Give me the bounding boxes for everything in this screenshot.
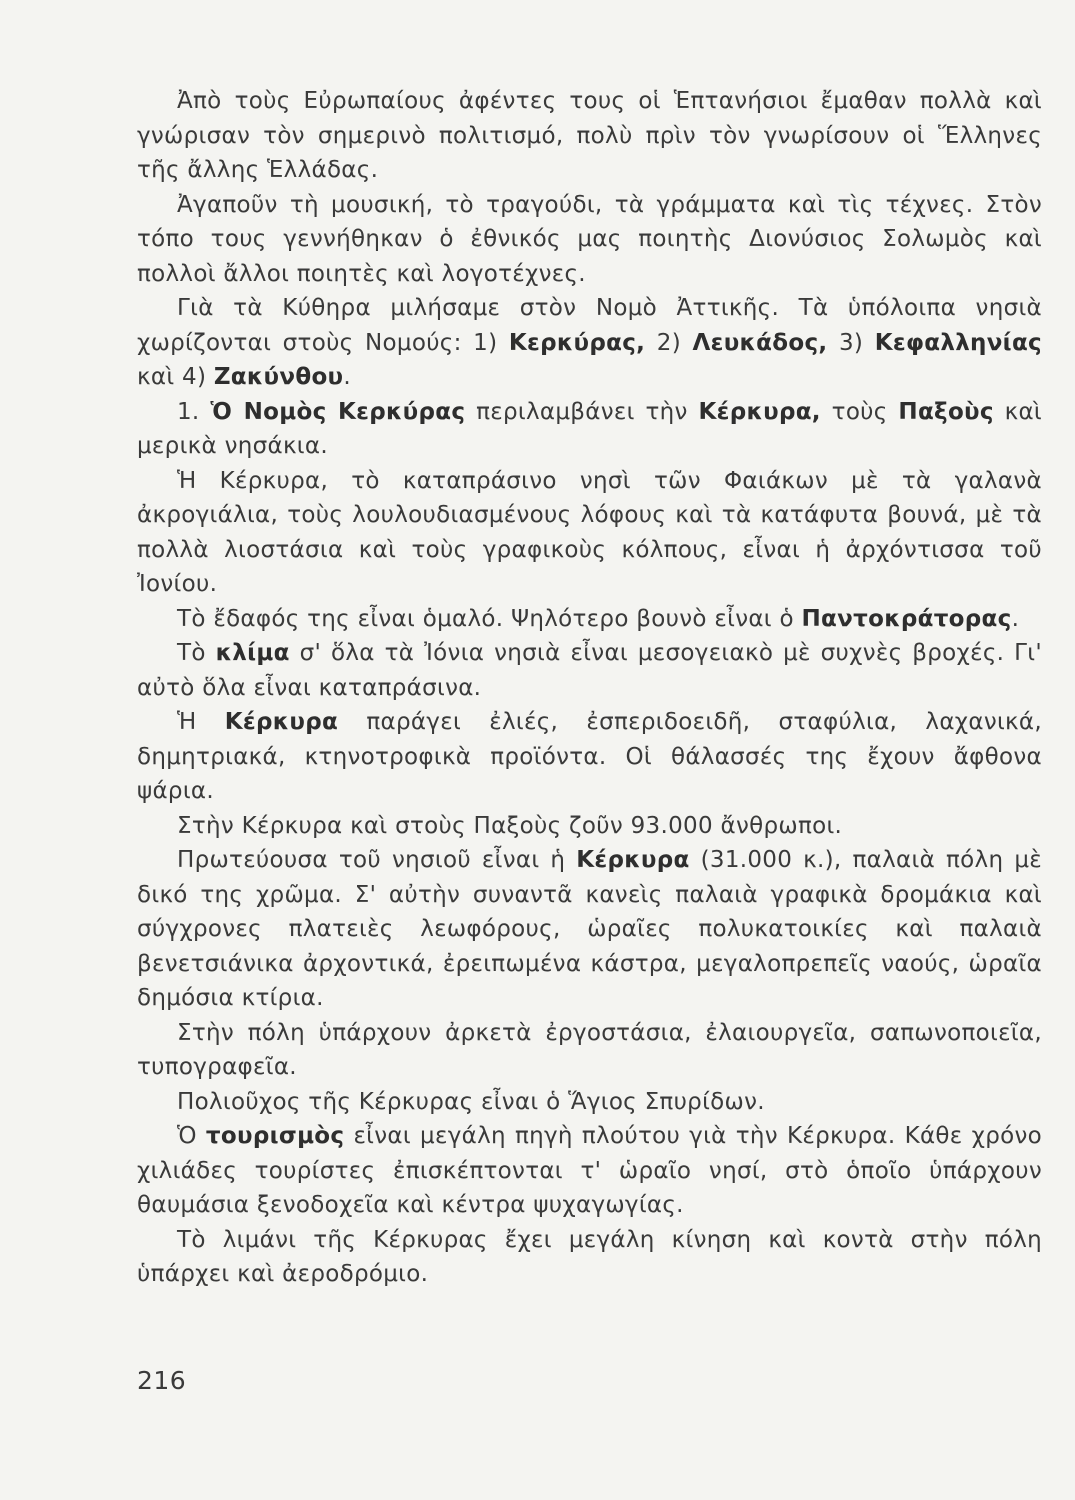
paragraph — [137, 602, 1042, 637]
paragraph — [137, 636, 1042, 705]
page-number: 216 — [137, 1366, 187, 1395]
bold-term: τουρισμὸς — [205, 1123, 345, 1149]
paragraph — [137, 809, 1042, 844]
text-run: (31.000 κ.), παλαιὰ πόλη μὲ δικό της χρῶμα. Σ' αὐτὴν συναντᾶ κανεὶς παλαιὰ γραφικὰ δρομάκια καὶ σύγχρονες πλατειὲς λεωφόρους, ὡραῖες πολυκατοικίες καὶ παλαιὰ βενετσιάνικα ἀρχοντικά, ἐρειπωμένα κάστρα, μεγαλοπρεπεῖς ναούς, ὡραῖα δημόσια κτίρια. — [137, 847, 1042, 1011]
bold-term: Κερκύρας, — [508, 329, 646, 356]
text-run: Γιὰ τὰ Κύθηρα μιλήσαμε στὸν Νομὸ Ἀττικῆς. Τὰ ὑπόλοιπα νησιὰ χωρίζονται στοὺς Νομούς: 1) — [137, 295, 1042, 356]
text-run: τοὺς — [820, 398, 899, 425]
paragraph — [137, 1085, 1042, 1120]
bold-term: Ζακύνθου — [213, 364, 344, 390]
text-run: 3) — [827, 329, 875, 356]
text-run: παράγει ἐλιές, ἐσπεριδοειδῆ, σταφύλια, λαχανικά, δημητριακά, κτηνοτροφικὰ προϊόντα. Οἱ θάλασσές της ἔχουν ἄφθονα ψάρια. — [137, 709, 1042, 804]
paragraph — [137, 291, 1042, 395]
text-run: εἶναι μεγάλη πηγὴ πλούτου γιὰ τὴν Κέρκυρα. Κάθε χρόνο χιλιάδες τουρίστες ἐπισκέπτονται τ' ὡραῖο νησί, στὸ ὁποῖο ὑπάρχουν θαυμάσια ξενοδοχεῖα καὶ κέντρα ψυχαγωγίας. — [137, 1123, 1042, 1218]
bold-term: Λευκάδος, — [692, 329, 828, 356]
paragraph — [137, 843, 1042, 1016]
bold-term: Ὁ Νομὸς Κερκύρας — [210, 398, 466, 425]
text-run: Τὸ — [177, 640, 216, 666]
bold-term: Κεφαλληνίας — [874, 329, 1042, 356]
text-run: Στὴν πόλη ὑπάρχουν ἀρκετὰ ἐργοστάσια, ἐλαιουργεῖα, σαπωνοποιεῖα, τυπογραφεῖα. — [137, 1019, 1042, 1080]
text-run: . — [343, 364, 352, 390]
text-run: σ' ὅλα τὰ Ἰόνια νησιὰ εἶναι μεσογειακὸ μὲ συχνὲς βροχές. Γι' αὐτὸ ὅλα εἶναι καταπράσινα. — [137, 640, 1042, 701]
text-run: Τὸ ἔδαφός της εἶναι ὁμαλό. Ψηλότερο βουνὸ εἶναι ὁ — [177, 605, 802, 632]
text-run: Στὴν Κέρκυρα καὶ στοὺς Παξοὺς ζοῦν 93.000 ἄνθρωποι. — [177, 812, 843, 839]
text-run: περιλαμβάνει τὴν — [465, 398, 699, 425]
bold-term: κλίμα — [215, 640, 290, 666]
text-run: Τὸ λιμάνι τῆς Κέρκυρας ἔχει μεγάλη κίνηση καὶ κοντὰ στὴν πόλη ὑπάρχει καὶ ἀεροδρόμιο. — [137, 1226, 1042, 1287]
text-run: Ἡ — [177, 709, 225, 735]
text-run: Πρωτεύουσα τοῦ νησιοῦ εἶναι ἡ — [177, 847, 577, 873]
body-text — [137, 84, 1042, 1292]
bold-term: Παξοὺς — [898, 398, 994, 425]
paragraph — [137, 1016, 1042, 1085]
text-run: καὶ μερικὰ νησάκια. — [137, 398, 1043, 459]
paragraph — [137, 464, 1042, 602]
bold-term: Κέρκυρα — [576, 847, 690, 873]
text-run: Ὁ — [177, 1123, 206, 1149]
bold-term: Κέρκυρα — [224, 709, 339, 735]
bold-term: Παντοκράτορας — [801, 605, 1012, 632]
text-run: . — [1011, 605, 1020, 632]
paragraph — [137, 395, 1042, 464]
text-run: καὶ 4) — [137, 364, 214, 390]
text-run: 1. — [177, 398, 211, 425]
text-run: Ἀπὸ τοὺς Εὐρωπαίους ἀφέντες τους οἱ Ἑπτανήσιοι ἔμαθαν πολλὰ καὶ γνώρισαν τὸν σημερινὸ πολιτισμό, πολὺ πρὶν τὸν γνωρίσουν οἱ Ἕλληνες τῆς ἄλλης Ἑλλάδας. — [137, 88, 1042, 183]
paragraph — [137, 1223, 1042, 1292]
paragraph — [137, 705, 1042, 809]
text-run: Ἀγαποῦν τὴ μουσική, τὸ τραγούδι, τὰ γράμματα καὶ τὶς τέχνες. Στὸν τόπο τους γεννήθηκαν ὁ ἐθνικός μας ποιητὴς Διονύσιος Σολωμὸς καὶ πολλοὶ ἄλλοι ποιητὲς καὶ λογοτέχνες. — [137, 191, 1042, 287]
text-run: 2) — [645, 329, 693, 356]
paragraph — [137, 1119, 1042, 1223]
text-run: Ἡ Κέρκυρα, τὸ καταπράσινο νησὶ τῶν Φαιάκων μὲ τὰ γαλανὰ ἀκρογιάλια, τοὺς λουλουδιασμένους λόφους καὶ τὰ κατάφυτα βουνά, μὲ τὰ πολλὰ λιοστάσια καὶ τοὺς γραφικοὺς κόλπους, εἶναι ἡ ἀρχόντισσα τοῦ Ἰονίου. — [137, 467, 1042, 597]
text-run: Πολιοῦχος τῆς Κέρκυρας εἶναι ὁ Ἅγιος Σπυρίδων. — [177, 1088, 765, 1115]
paragraph — [137, 188, 1042, 292]
paragraph — [137, 84, 1042, 188]
bold-term: Κέρκυρα, — [698, 398, 821, 425]
